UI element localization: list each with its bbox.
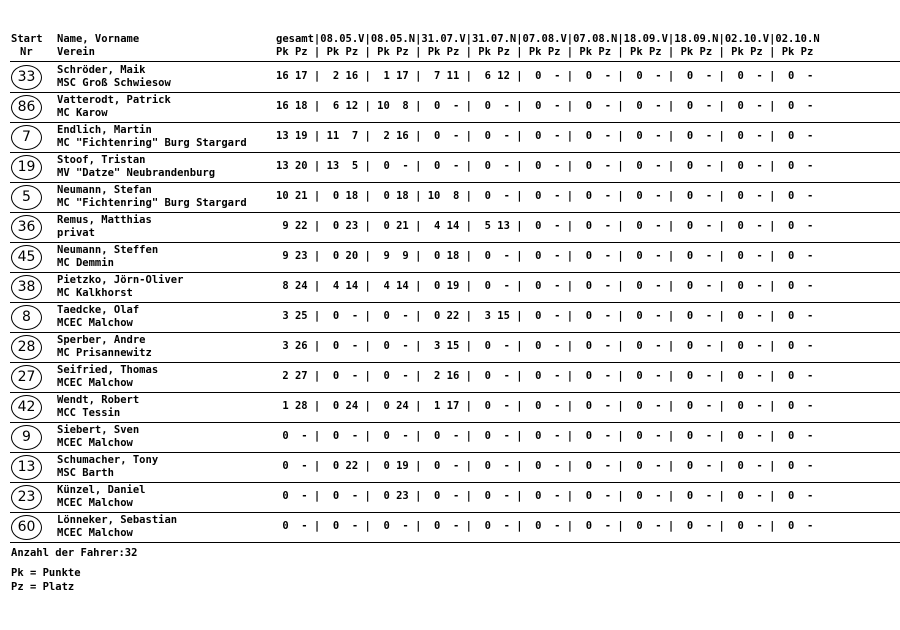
table-row [0,242,900,272]
table-row [0,152,900,182]
rider-name: Künzel, Daniel [57,484,146,496]
start-number-badge: 7 [11,125,42,150]
table-row [0,302,900,332]
legend-pz: Pz = Platz [11,581,75,593]
legend-pk: Pk = Punkte [11,567,81,579]
rider-count: Anzahl der Fahrer:32 [11,547,138,559]
table-row [0,62,900,92]
rider-club: MC "Fichtenring" Burg Stargard [57,137,247,149]
table-row [0,122,900,152]
rider-results: 0 - | 0 - | 0 - | 0 - | 0 - | 0 - | 0 - | 0 - | 0 - | 0 - | 0 - [276,430,814,442]
start-number-badge: 45 [11,245,42,270]
rider-name: Taedcke, Olaf [57,304,140,316]
rider-club: MCEC Malchow [57,497,133,509]
rider-name: Siebert, Sven [57,424,140,436]
rider-name: Seifried, Thomas [57,364,159,376]
rider-club: MCEC Malchow [57,437,133,449]
table-row [0,422,900,452]
header-subcolumns: Pk Pz | Pk Pz | Pk Pz | Pk Pz | Pk Pz | Pk Pz | Pk Pz | Pk Pz | Pk Pz | Pk Pz | Pk Pz [276,46,814,58]
rider-name: Endlich, Martin [57,124,152,136]
table-row [0,362,900,392]
start-number-badge: 9 [11,425,42,450]
rider-club: MC Prisannewitz [57,347,152,359]
header-start: Start [11,33,43,45]
table-row [0,482,900,512]
rider-club: MC Kalkhorst [57,287,133,299]
rider-name: Sperber, Andre [57,334,146,346]
rider-results: 9 23 | 0 20 | 9 9 | 0 18 | 0 - | 0 - | 0 - | 0 - | 0 - | 0 - | 0 - [276,250,814,262]
rider-name: Wendt, Robert [57,394,140,406]
table-row [0,392,900,422]
start-number-badge: 8 [11,305,42,330]
rider-results: 16 18 | 6 12 | 10 8 | 0 - | 0 - | 0 - | 0 - | 0 - | 0 - | 0 - | 0 - [276,100,814,112]
rider-club: MSC Groß Schwiesow [57,77,171,89]
rider-results: 1 28 | 0 24 | 0 24 | 1 17 | 0 - | 0 - | 0 - | 0 - | 0 - | 0 - | 0 - [276,400,814,412]
rider-club: MC "Fichtenring" Burg Stargard [57,197,247,209]
rider-club: privat [57,227,95,239]
rider-club: MCEC Malchow [57,377,133,389]
start-number-badge: 36 [11,215,42,240]
start-number-badge: 86 [11,95,42,120]
rider-club: MV "Datze" Neubrandenburg [57,167,216,179]
row-divider [10,542,900,543]
start-number-badge: 13 [11,455,42,480]
table-header [0,33,900,61]
table-row [0,332,900,362]
rider-name: Neumann, Stefan [57,184,152,196]
rider-results: 0 - | 0 - | 0 - | 0 - | 0 - | 0 - | 0 - | 0 - | 0 - | 0 - | 0 - [276,520,814,532]
rider-name: Schröder, Maik [57,64,146,76]
header-nr: Nr [20,46,33,58]
rider-results: 9 22 | 0 23 | 0 21 | 4 14 | 5 13 | 0 - | 0 - | 0 - | 0 - | 0 - | 0 - [276,220,814,232]
rider-results: 10 21 | 0 18 | 0 18 | 10 8 | 0 - | 0 - | 0 - | 0 - | 0 - | 0 - | 0 - [276,190,814,202]
table-row [0,92,900,122]
start-number-badge: 60 [11,515,42,540]
start-number-badge: 42 [11,395,42,420]
start-number-badge: 28 [11,335,42,360]
rider-results: 8 24 | 4 14 | 4 14 | 0 19 | 0 - | 0 - | 0 - | 0 - | 0 - | 0 - | 0 - [276,280,814,292]
table-row [0,182,900,212]
header-name: Name, Vorname [57,33,140,45]
rider-results: 13 20 | 13 5 | 0 - | 0 - | 0 - | 0 - | 0 - | 0 - | 0 - | 0 - | 0 - [276,160,814,172]
rider-results: 0 - | 0 - | 0 23 | 0 - | 0 - | 0 - | 0 - | 0 - | 0 - | 0 - | 0 - [276,490,814,502]
table-row [0,212,900,242]
start-number-badge: 38 [11,275,42,300]
rider-results: 2 27 | 0 - | 0 - | 2 16 | 0 - | 0 - | 0 - | 0 - | 0 - | 0 - | 0 - [276,370,814,382]
rider-name: Pietzko, Jörn-Oliver [57,274,184,286]
rider-club: MSC Barth [57,467,114,479]
table-row [0,452,900,482]
start-number-badge: 33 [11,65,42,90]
rider-results: 0 - | 0 22 | 0 19 | 0 - | 0 - | 0 - | 0 - | 0 - | 0 - | 0 - | 0 - [276,460,814,472]
rider-name: Stoof, Tristan [57,154,146,166]
rider-results: 3 25 | 0 - | 0 - | 0 22 | 3 15 | 0 - | 0 - | 0 - | 0 - | 0 - | 0 - [276,310,814,322]
rider-name: Vatterodt, Patrick [57,94,171,106]
rider-results: 16 17 | 2 16 | 1 17 | 7 11 | 6 12 | 0 - | 0 - | 0 - | 0 - | 0 - | 0 - [276,70,814,82]
rider-club: MC Karow [57,107,108,119]
rider-results: 3 26 | 0 - | 0 - | 3 15 | 0 - | 0 - | 0 - | 0 - | 0 - | 0 - | 0 - [276,340,814,352]
rider-name: Schumacher, Tony [57,454,159,466]
rider-results: 13 19 | 11 7 | 2 16 | 0 - | 0 - | 0 - | 0 - | 0 - | 0 - | 0 - | 0 - [276,130,814,142]
start-number-badge: 5 [11,185,42,210]
start-number-badge: 23 [11,485,42,510]
rider-club: MCEC Malchow [57,527,133,539]
start-number-badge: 19 [11,155,42,180]
rider-name: Lönneker, Sebastian [57,514,178,526]
header-columns: gesamt|08.05.V|08.05.N|31.07.V|31.07.N|07.08.V|07.08.N|18.09.V|18.09.N|02.10.V|02.10.N [276,33,820,45]
table-row [0,512,900,542]
rider-club: MCEC Malchow [57,317,133,329]
rider-club: MC Demmin [57,257,114,269]
start-number-badge: 27 [11,365,42,390]
table-row [0,272,900,302]
rider-club: MCC Tessin [57,407,121,419]
rider-name: Neumann, Steffen [57,244,159,256]
header-club: Verein [57,46,95,58]
rider-name: Remus, Matthias [57,214,152,226]
